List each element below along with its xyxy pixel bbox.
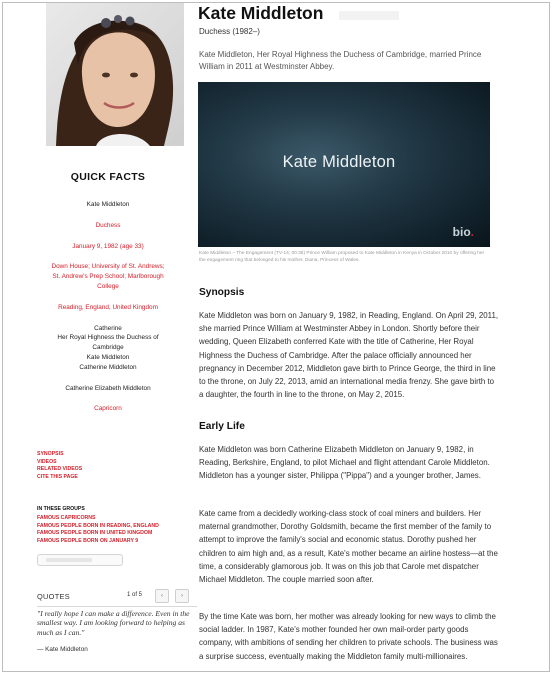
quote-prev-button[interactable]: ‹	[155, 589, 169, 603]
bio-logo	[453, 225, 474, 239]
show-all-groups-button[interactable]	[37, 554, 123, 566]
quotes-title: QUOTES	[37, 592, 71, 601]
link-synopsis[interactable]: SYNOPSIS	[37, 451, 64, 457]
quick-facts-list	[31, 189, 185, 417]
bio-logo-text: bio	[452, 225, 471, 239]
link-related-videos[interactable]: RELATED VIDEOS	[37, 466, 83, 473]
quote-text: "I really hope I can make a difference. Even in the smallest way. I am looking forward to helping as much as I can."	[37, 609, 190, 637]
group-link[interactable]: FAMOUS PEOPLE BORN IN UNITED KINGDOM	[37, 530, 153, 537]
fact-value-link[interactable]: Reading, England, United Kingdom	[58, 303, 158, 311]
page-links	[37, 451, 82, 481]
quick-facts-title: QUICK FACTS	[70, 171, 146, 183]
link-videos[interactable]: VIDEOS	[37, 458, 57, 465]
video-title: Kate Middleton	[282, 153, 396, 171]
fact-label	[31, 214, 185, 221]
fact-label	[31, 235, 185, 242]
fact-value-link[interactable]: Down House; University of St. Andrews;	[51, 263, 165, 271]
fact-label	[31, 296, 185, 303]
fact-label	[31, 397, 185, 404]
button-label-placeholder	[46, 558, 92, 562]
title-ghost	[339, 11, 399, 20]
fact-value-link[interactable]: St. Andrew's Prep School; Marlborough	[52, 273, 164, 281]
fact-education	[31, 255, 185, 291]
fact-value-link[interactable]: College	[97, 282, 119, 290]
group-link[interactable]: FAMOUS PEOPLE BORN IN READING, ENGLAND	[37, 522, 159, 529]
paragraph: Kate Middleton was born on January 9, 1982, in Reading, England. On April 29, 2011, she married Prince William at Westminster Abbey in London. Shortly before their wedding, Queen Elizabeth conferred Kate with the title of Catherine, Her Royal Highness the Duchess of Cambridge. After the palace officially announced her pregnancy in December 2012, Middleton gave birth to Prince George, the third in line to the throne, on July 22, 2013, amid an international media frenzy. She gave birth to a daughter, the fourth in line to the throne, on May 2, 2015.	[199, 311, 499, 400]
fact-value-link[interactable]: Duchess	[95, 221, 121, 229]
fact-value: Kate Middleton	[86, 353, 130, 361]
fact-value-link[interactable]: January 9, 1982 (age 33)	[72, 242, 144, 250]
fact-value: Catherine	[94, 324, 122, 332]
quote-attribution: — Kate Middleton	[37, 646, 88, 653]
fact-name	[31, 193, 185, 210]
quotes-counter: 1 of 5	[127, 592, 143, 598]
sidebar	[31, 3, 190, 672]
heading-early-life: Early Life	[199, 421, 245, 432]
fact-place-of-birth	[31, 296, 185, 313]
page-title: Kate Middleton	[198, 3, 324, 23]
fact-value: Cambridge	[92, 344, 124, 352]
group-link[interactable]: FAMOUS PEOPLE BORN ON JANUARY 9	[37, 537, 139, 544]
fact-value: Kate Middleton	[86, 201, 130, 208]
fact-label	[31, 317, 185, 324]
fact-value: Catherine Elizabeth Middleton	[65, 384, 151, 392]
portrait-illustration	[46, 3, 184, 146]
fact-value: Catherine Middleton	[79, 363, 137, 371]
groups-title: IN THESE GROUPS	[37, 506, 85, 512]
page-frame	[2, 2, 550, 672]
fact-label	[31, 255, 185, 262]
bio-logo-dot: .	[470, 225, 474, 239]
main-content	[196, 3, 499, 672]
fact-value: Her Royal Highness the Duchess of	[57, 334, 159, 342]
group-link[interactable]: FAMOUS CAPRICORNS	[37, 515, 96, 521]
groups-section	[37, 505, 197, 545]
fact-also-known-as	[31, 317, 185, 373]
video-caption: Kate Middleton – The Engagement (TV-14; 00:36) Prince William proposed to Kate Middleton in Kenya in October 2010 by offering her the engagement ring that belonged to his mother, Diana, Princess of Wales.	[199, 251, 485, 263]
portrait-photo	[46, 3, 184, 146]
quotes-header	[37, 589, 197, 605]
fact-label	[31, 377, 185, 384]
fact-value-link[interactable]: Capricorn	[94, 405, 122, 413]
paragraph: Kate Middleton was born Catherine Elizabeth Middleton on January 9, 1982, in Reading, Berkshire, England, to pilot Michael and flight attendant Carole Middleton. Middleton has a younger sister, Philippa ("Pippa") and a younger brother, James.	[199, 445, 490, 481]
paragraph: Kate came from a decidedly working-class stock of coal miners and builders. Her maternal grandmother, Dorothy Goldsmith, became the first member of the family to attempt to improve the family's social and economic status. Dorothy pushed her children to aim high and, as a result, Kate's mother became an airline hostess—at the time, a considerably glamorous job. It was on this job that Carole met dispatcher Michael Middleton. The couple married soon after.	[199, 509, 498, 585]
video-player[interactable]	[198, 82, 490, 247]
lede-paragraph: Kate Middleton, Her Royal Highness the Duchess of Cambridge, married Prince William in 2011 at Westminster Abbey.	[199, 50, 482, 71]
paragraph: By the time Kate was born, her mother was already looking for new ways to climb the social ladder. In 1987, Kate's mother founded her own mail-order party goods company, with ambitions of sending her children to private schools. The business was a surprise success, eventually making the Middleton family multi-millionaires.	[199, 612, 498, 661]
fact-birth-date	[31, 235, 185, 252]
quote-next-button[interactable]: ›	[175, 589, 189, 603]
divider	[37, 606, 197, 607]
fact-label	[31, 193, 185, 200]
fact-astrological-sign	[31, 397, 185, 414]
link-cite-this-page[interactable]: CITE THIS PAGE	[37, 473, 78, 480]
page-subtitle: Duchess (1982–)	[199, 27, 260, 36]
heading-synopsis: Synopsis	[199, 287, 245, 298]
fact-full-name	[31, 377, 185, 394]
fact-occupation	[31, 214, 185, 231]
